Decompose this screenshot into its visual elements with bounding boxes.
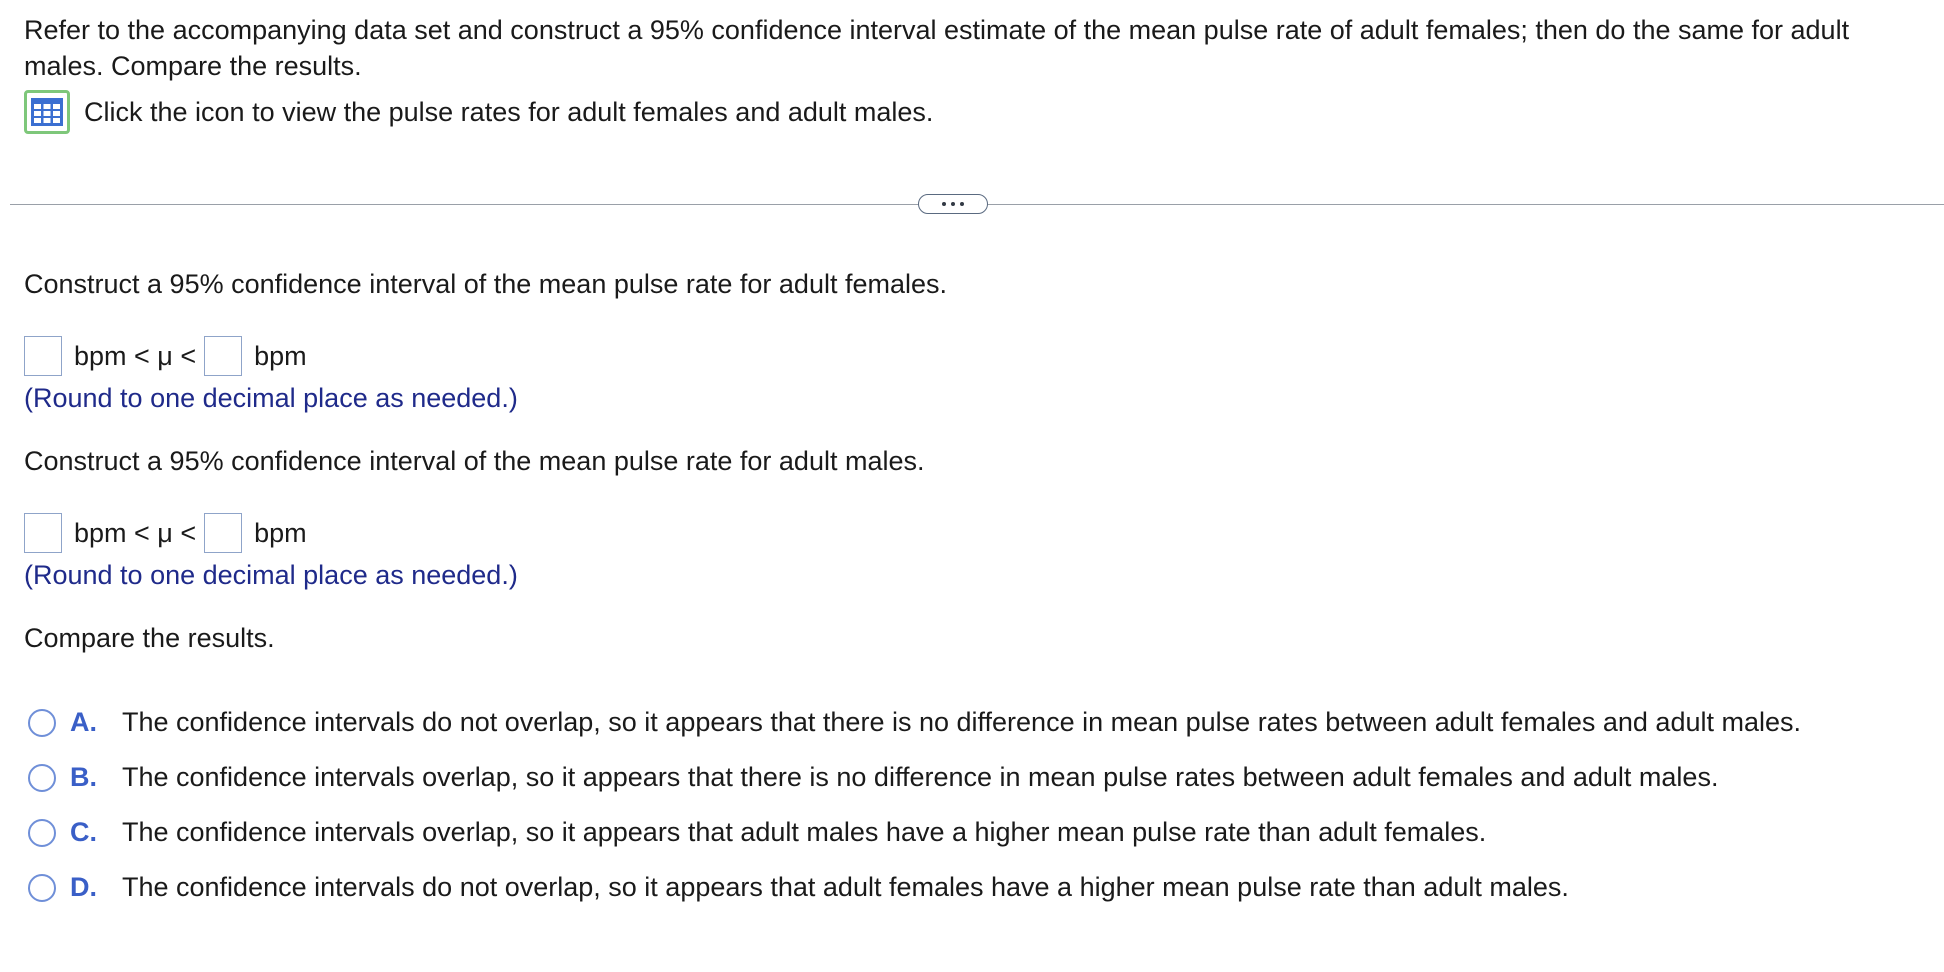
compare-question-prompt: Compare the results. <box>24 623 275 653</box>
option-d-text: The confidence intervals do not overlap, so it appears that adult females have a higher mean pulse rate than adult males. <box>122 872 1569 902</box>
option-b-radio[interactable] <box>28 764 56 792</box>
option-c-letter: C. <box>70 817 97 847</box>
option-b-text: The confidence intervals overlap, so it appears that there is no difference in mean pulse rates between adult females and adult males. <box>122 762 1719 792</box>
option-d-letter: D. <box>70 872 97 902</box>
option-a-text: The confidence intervals do not overlap, so it appears that there is no difference in mean pulse rates between adult females and adult males. <box>122 707 1802 737</box>
option-b[interactable] <box>28 762 1718 793</box>
males-interval-row <box>24 513 307 553</box>
males-interval-middle: bpm < μ < <box>74 517 197 548</box>
option-c[interactable] <box>28 817 1486 848</box>
option-a-radio[interactable] <box>28 709 56 737</box>
females-unit-label: bpm <box>254 340 307 371</box>
males-rounding-hint: (Round to one decimal place as needed.) <box>24 560 518 590</box>
males-lower-bound-input[interactable] <box>24 513 62 553</box>
males-unit-label: bpm <box>254 517 307 548</box>
females-lower-bound-input[interactable] <box>24 336 62 376</box>
females-question-prompt: Construct a 95% confidence interval of the mean pulse rate for adult females. <box>24 269 948 299</box>
males-question-prompt: Construct a 95% confidence interval of the mean pulse rate for adult males. <box>24 446 925 476</box>
option-b-letter: B. <box>70 762 97 792</box>
males-upper-bound-input[interactable] <box>204 513 242 553</box>
option-d-radio[interactable] <box>28 874 56 902</box>
option-a-letter: A. <box>70 707 97 737</box>
females-rounding-hint: (Round to one decimal place as needed.) <box>24 383 518 413</box>
option-d[interactable] <box>28 872 1569 903</box>
option-a[interactable] <box>28 707 1801 738</box>
grid-table-icon[interactable] <box>24 90 70 134</box>
data-set-link-text: Click the icon to view the pulse rates for adult females and adult males. <box>84 96 934 127</box>
option-c-text: The confidence intervals overlap, so it appears that adult males have a higher mean pulse rate than adult females. <box>122 817 1487 847</box>
females-interval-middle: bpm < μ < <box>74 340 197 371</box>
problem-statement: Refer to the accompanying data set and construct a 95% confidence interval estimate of the mean pulse rate of adult females; then do the same for adult males. Compare the results. <box>24 15 1850 81</box>
data-set-link-row <box>24 90 933 134</box>
option-c-radio[interactable] <box>28 819 56 847</box>
ellipsis-icon[interactable] <box>918 194 988 214</box>
females-interval-row <box>24 336 307 376</box>
females-upper-bound-input[interactable] <box>204 336 242 376</box>
